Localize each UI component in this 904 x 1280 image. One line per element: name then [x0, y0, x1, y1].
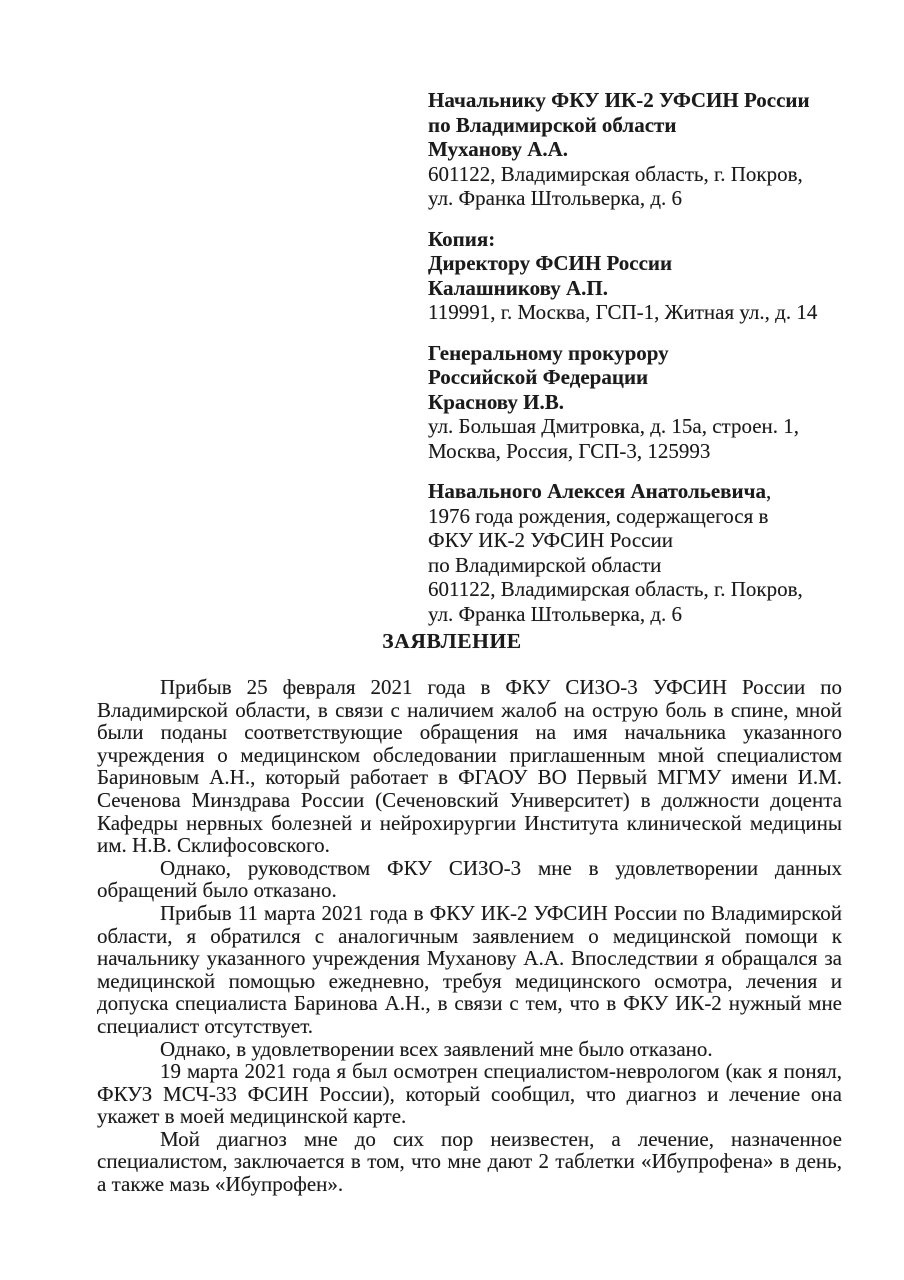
recipient-block-fsin-director — [428, 227, 858, 325]
sender-name: Навального Алексея Анатольевича — [428, 479, 766, 503]
address-line: ул. Франка Штольверка, д. 6 — [428, 601, 683, 626]
address-line: 601122, Владимирская область, г. Покров, — [428, 577, 803, 601]
copy-label: Копия: — [428, 226, 496, 251]
recipient-line: Российской Федерации — [428, 365, 649, 389]
recipient-line: Начальнику ФКУ ИК-2 УФСИН России — [428, 88, 810, 112]
recipient-block-warden — [428, 88, 858, 211]
body-paragraph: Прибыв 11 марта 2021 года в ФКУ ИК-2 УФСИН России по Владимирской области, я обратился с аналогичным заявлением о медицинской помощи к начальнику указанного учреждения Муханову А.А. Впоследствии я обращался за медицинской помощью ежедневно, требуя медицинского осмотра, лечения и допуска специалиста Баринова А.Н., в связи с тем, что в ФКУ ИК-2 нужный мне специалист отсутствует. — [97, 900, 842, 1038]
address-line: ул. Большая Дмитровка, д. 15а, строен. 1, — [428, 414, 800, 438]
body-paragraph: Однако, в удовлетворении всех заявлений мне было отказано. — [160, 1036, 713, 1061]
recipient-line: Директору ФСИН России — [428, 251, 673, 275]
body-paragraph: 19 марта 2021 года я был осмотрен специалистом-неврологом (как я понял, ФКУЗ МСЧ-33 ФСИН России), который сообщил, что диагноз и лечение она укажет в моей медицинской карте. — [97, 1059, 842, 1129]
sender-name-comma: , — [765, 479, 772, 503]
recipient-line: Генеральному прокурору — [428, 340, 669, 365]
body-paragraph: Однако, руководством ФКУ СИЗО-3 мне в удовлетворении данных обращений было отказано. — [97, 855, 842, 903]
recipient-name: Краснову И.В. — [428, 389, 565, 414]
sender-line: по Владимирской области — [428, 552, 662, 577]
address-line: Москва, Россия, ГСП-3, 125993 — [428, 438, 711, 463]
recipient-block-prosecutor-general — [428, 341, 858, 464]
body-paragraph: Прибыв 25 февраля 2021 года в ФКУ СИЗО-3 УФСИН России по Владимирской области, в связи с наличием жалоб на острую боль в спине, мной были поданы соответствующие обращения на имя начальника указанного учреждения о медицинском обследовании приглашенным мной специалистом Бариновым А.Н., который работает в ФГАОУ ВО Первый МГМУ имени И.М. Сеченова Минздрава России (Сеченовский Университет) в должности доцента Кафедры нервных болезней и нейрохирургии Института клинической медицины им. Н.В. Склифосовского. — [97, 675, 842, 858]
address-column — [428, 88, 858, 642]
document-body — [97, 676, 842, 1196]
address-line: ул. Франка Штольверка, д. 6 — [428, 186, 683, 210]
address-line: 119991, г. Москва, ГСП-1, Житная ул., д. 14 — [428, 300, 818, 324]
sender-line: ФКУ ИК-2 УФСИН России — [428, 528, 673, 552]
recipient-name: Муханову А.А. — [428, 137, 569, 161]
address-line: 601122, Владимирская область, г. Покров, — [428, 161, 803, 186]
body-paragraph: Мой диагноз мне до сих пор неизвестен, а лечение, назначенное специалистом, заключается в том, что мне дают 2 таблетки «Ибупрофена» в день, а также мазь «Ибупрофен». — [97, 1126, 842, 1197]
recipient-line: по Владимирской области — [428, 112, 677, 137]
sender-name-line — [428, 479, 858, 504]
sender-block — [428, 479, 858, 626]
recipient-name: Калашникову А.П. — [428, 275, 609, 300]
sender-line: 1976 года рождения, содержащегося в — [428, 503, 769, 528]
document-title: ЗАЯВЛЕНИЕ — [382, 629, 522, 653]
